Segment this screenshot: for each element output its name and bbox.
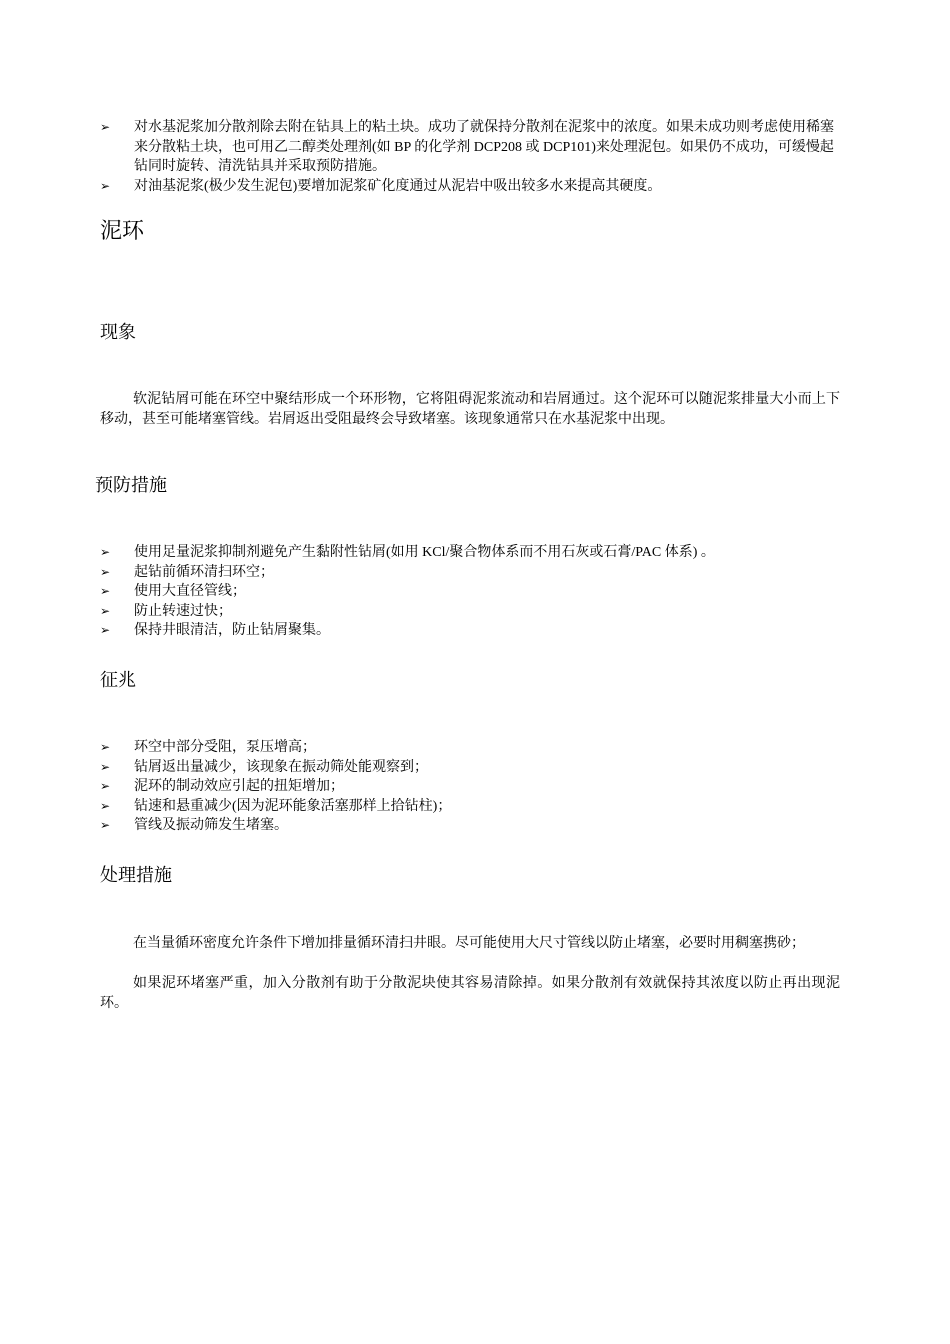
section-title: 泥环: [100, 219, 145, 244]
list-item: [100, 738, 840, 758]
treatment-heading: 处理措施: [100, 865, 172, 886]
arrow-bullet-icon: ➢: [100, 740, 111, 754]
list-item-text: 使用大直径管线；: [134, 584, 246, 599]
list-item-text: 对油基泥浆(极少发生泥包)要增加泥浆矿化度通过从泥岩中吸出较多水来提高其硬度。: [134, 178, 662, 194]
arrow-bullet-icon: ➢: [100, 178, 111, 193]
list-item-text: 泥环的制动效应引起的扭矩增加；: [134, 779, 344, 794]
list-item-text: 防止转速过快；: [134, 603, 232, 619]
arrow-bullet-icon: ➢: [100, 603, 111, 618]
list-item: [100, 758, 840, 778]
arrow-bullet-icon: ➢: [100, 759, 111, 774]
list-item: [100, 177, 840, 197]
list-item-text: 管线及振动筛发生堵塞。: [134, 818, 288, 833]
list-item: [100, 777, 840, 797]
arrow-bullet-icon: ➢: [100, 120, 111, 134]
intro-bullet-list: [100, 118, 840, 196]
treatment-paragraph-2: 如果泥环堵塞严重，加入分散剂有助于分散泥块使其容易清除掉。如果分散剂有效就保持其浓度以防止再出现泥环。: [100, 976, 840, 1011]
list-item: [100, 816, 840, 836]
list-item: [100, 582, 840, 602]
arrow-bullet-icon: ➢: [100, 818, 111, 832]
arrow-bullet-icon: ➢: [100, 584, 111, 598]
list-item: [100, 563, 840, 583]
symptoms-list: [100, 738, 840, 836]
arrow-bullet-icon: ➢: [100, 779, 111, 793]
arrow-bullet-icon: ➢: [100, 623, 111, 637]
list-item-text: 使用足量泥浆抑制剂避免产生黏附性钻屑(如用 KCl/聚合物体系而不用石灰或石膏/PAC 体系) 。: [134, 545, 715, 560]
list-item-text: 起钻前循环清扫环空；: [134, 564, 274, 580]
arrow-bullet-icon: ➢: [100, 545, 111, 559]
arrow-bullet-icon: ➢: [100, 798, 111, 813]
list-item: [100, 118, 840, 177]
list-item-text: 对水基泥浆加分散剂除去附在钻具上的粘土块。成功了就保持分散剂在泥浆中的浓度。如果未成功则考虑使用稀塞来分散粘土块，也可用乙二醇类处理剂(如 BP 的化学剂 DCP208 或 DCP101)来处理泥包。如果仍不成功，可缓慢起钻同时旋转、清洗钻具并采取预防措施。: [134, 120, 834, 174]
list-item-text: 环空中部分受阻，泵压增高；: [134, 740, 316, 755]
list-item: [100, 543, 840, 563]
list-item: [100, 621, 840, 641]
treatment-paragraph-1: 在当量循环密度允许条件下增加排量循环清扫井眼。尽可能使用大尺寸管线以防止堵塞，必要时用稠塞携砂；: [133, 936, 805, 951]
arrow-bullet-icon: ➢: [100, 564, 111, 579]
list-item-text: 钻屑返出量减少，该现象在振动筛处能观察到；: [134, 759, 428, 775]
symptoms-heading: 征兆: [100, 670, 136, 691]
prevention-list: [100, 543, 840, 641]
phenomenon-heading: 现象: [100, 322, 136, 343]
list-item-text: 钻速和悬重减少(因为泥环能象活塞那样上拾钻柱)；: [134, 798, 452, 814]
list-item-text: 保持井眼清洁，防止钻屑聚集。: [134, 623, 330, 638]
prevention-heading: 预防措施: [95, 475, 167, 496]
list-item: [100, 602, 840, 622]
list-item: [100, 797, 840, 817]
phenomenon-text: 软泥钻屑可能在环空中聚结形成一个环形物，它将阻碍泥浆流动和岩屑通过。这个泥环可以随泥浆排量大小而上下移动，甚至可能堵塞管线。岩屑返出受阻最终会导致堵塞。该现象通常只在水基泥浆中出现。: [100, 392, 840, 427]
